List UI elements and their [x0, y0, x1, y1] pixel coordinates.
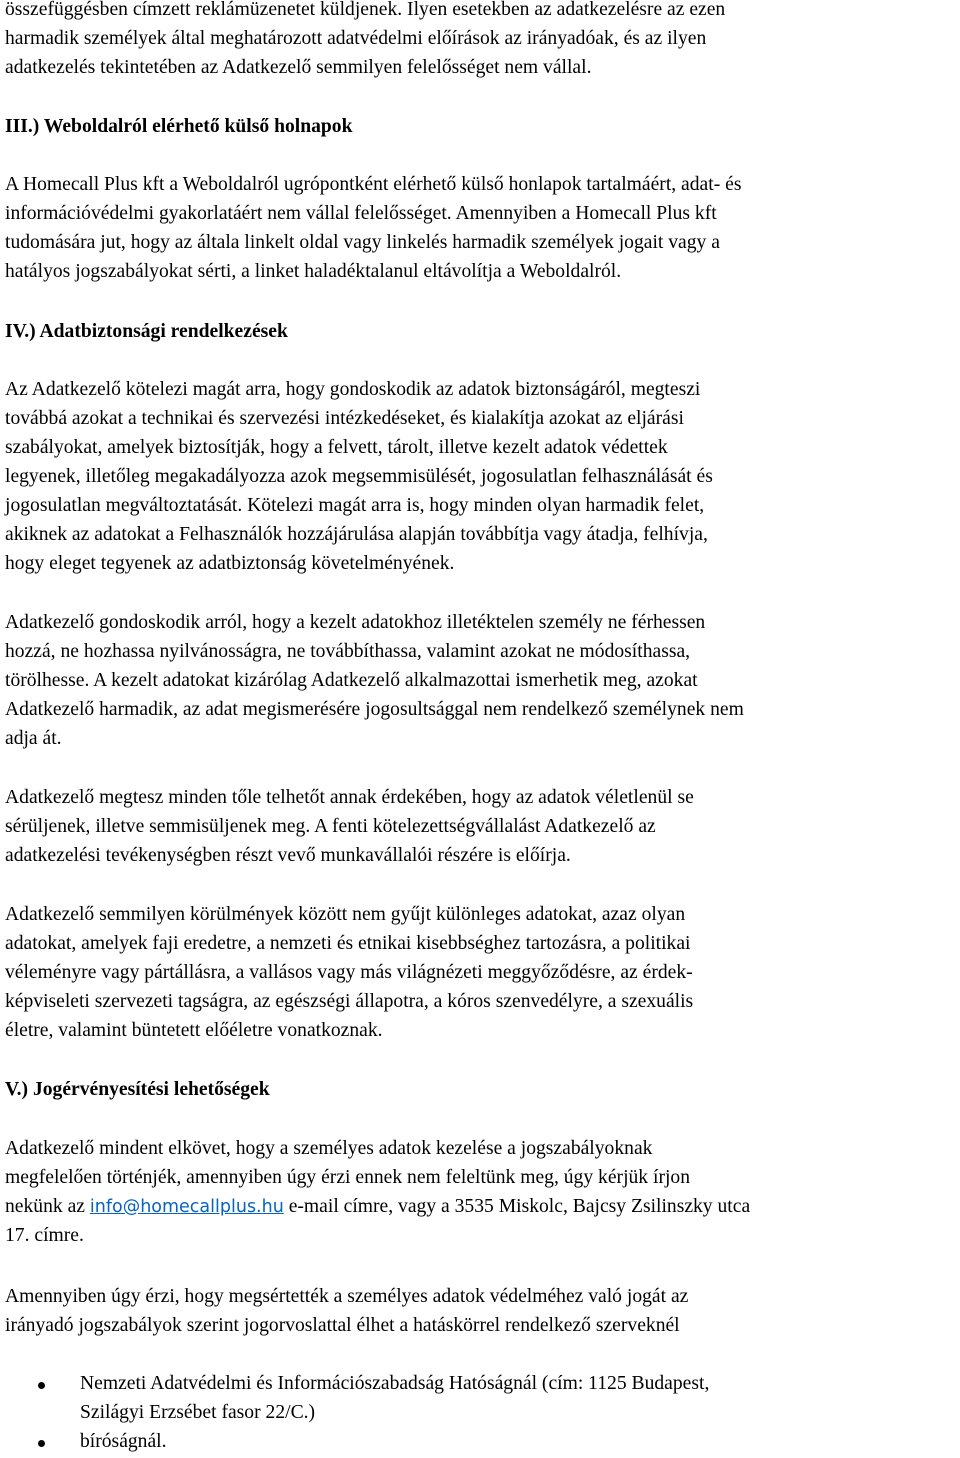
s4p1-line-3: szabályokat, amelyek biztosítják, hogy a felvett, tárolt, illetve kezelt adatok védettek: [5, 437, 668, 458]
s4p1-line-6: akiknek az adatokat a Felhasználók hozzájárulása alapján továbbítja vagy átadja, felhívja,: [5, 524, 708, 545]
s5p1-line-4: 17. címre.: [5, 1225, 84, 1246]
s4p3-line-2: sérüljenek, illetve semmisüljenek meg. A fenti kötelezettségvállalást Adatkezelő az: [5, 816, 656, 837]
list-item-1-line-2: Szilágyi Erzsébet fasor 22/C.): [80, 1402, 316, 1423]
section-3-line-2: információvédelmi gyakorlatáért nem vállal felelősséget. Amennyiben a Homecall Plus kft: [5, 203, 717, 224]
s4p4-line-2: adatokat, amelyek faji eredetre, a nemzeti és etnikai kisebbséghez tartozásra, a politikai: [5, 933, 691, 954]
s5p1-line-3: [5, 1195, 750, 1219]
bullet-icon: [38, 1382, 45, 1389]
s4p2-line-2: hozzá, ne hozhassa nyilvánosságra, ne továbbíthassa, valamint azokat ne módosíthassa,: [5, 641, 691, 662]
s5p1-line-2: megfelelően történjék, amennyiben úgy érzi ennek nem feleltünk meg, úgy kérjük írjon: [5, 1167, 691, 1188]
section-3-line-4: hatályos jogszabályokat sérti, a linket haladéktalanul eltávolítja a Weboldalról.: [5, 261, 622, 282]
list-item-1-line-1: Nemzeti Adatvédelmi és Információszabadság Hatóságnál (cím: 1125 Budapest,: [80, 1373, 710, 1394]
bullet-icon: [38, 1440, 45, 1447]
s5p1-line-1: Adatkezelő mindent elkövet, hogy a személyes adatok kezelése a jogszabályoknak: [5, 1138, 653, 1159]
intro-line-2: harmadik személyek által meghatározott adatvédelmi előírások az irányadóak, és az ilyen: [5, 28, 707, 49]
s4p3-line-3: adatkezelési tevékenységben részt vevő munkavállalói részére is előírja.: [5, 845, 571, 866]
section-3-line-3: tudomására jut, hogy az általa linkelt oldal vagy linkelés harmadik személyek jogait vagy a: [5, 232, 720, 253]
intro-line-3: adatkezelés tekintetében az Adatkezelő semmilyen felelősséget nem vállal.: [5, 57, 592, 78]
section-5-heading: V.) Jogérvényesítési lehetőségek: [5, 1079, 270, 1100]
s4p2-line-4: Adatkezelő harmadik, az adat megismerésére jogosultsággal nem rendelkező személynek nem: [5, 699, 744, 720]
section-3-heading: III.) Weboldalról elérhető külső holnapok: [5, 116, 353, 137]
s4p4-line-5: életre, valamint büntetett előéletre vonatkoznak.: [5, 1020, 383, 1041]
list-item-2: bíróságnál.: [80, 1431, 167, 1452]
s5p1-line-3-start: nekünk az: [5, 1196, 90, 1217]
section-3-line-1: A Homecall Plus kft a Weboldalról ugrópontként elérhető külső honlapok tartalmáért, adat- és: [5, 174, 742, 195]
section-4-heading: IV.) Adatbiztonsági rendelkezések: [5, 321, 288, 342]
email-link[interactable]: info@homecallplus.hu: [89, 1197, 284, 1217]
s4p2-line-3: törölhesse. A kezelt adatokat kizárólag Adatkezelő alkalmazottai ismerhetik meg, azokat: [5, 670, 698, 691]
s4p1-line-2: továbbá azokat a technikai és szervezési intézkedéseket, és kialakítja azokat az eljárási: [5, 408, 684, 429]
s5p1-line-3-end: e-mail címre, vagy a 3535 Miskolc, Bajcsy Zsilinszky utca: [283, 1196, 751, 1217]
s4p3-line-1: Adatkezelő megtesz minden tőle telhetőt annak érdekében, hogy az adatok véletlenül se: [5, 787, 694, 808]
intro-line-1: összefüggésben címzett reklámüzenetet küldjenek. Ilyen esetekben az adatkezelésre az ezen: [5, 0, 726, 20]
s4p4-line-3: véleményre vagy pártállásra, a vallásos vagy más világnézeti meggyőződésre, az érdek-: [5, 962, 693, 983]
s4p1-line-5: jogosulatlan megváltoztatását. Kötelezi magát arra is, hogy minden olyan harmadik felet,: [5, 495, 705, 516]
s4p2-line-1: Adatkezelő gondoskodik arról, hogy a kezelt adatokhoz illetéktelen személy ne férhessen: [5, 612, 706, 633]
s5p2-line-1: Amennyiben úgy érzi, hogy megsértették a személyes adatok védelméhez való jogát az: [5, 1286, 689, 1307]
s4p1-line-1: Az Adatkezelő kötelezi magát arra, hogy gondoskodik az adatok biztonságáról, megteszi: [5, 379, 701, 400]
s4p1-line-4: legyenek, illetőleg megakadályozza azok megsemmisülését, jogosulatlan felhasználását és: [5, 466, 713, 487]
s4p4-line-4: képviseleti szervezeti tagságra, az egészségi állapotra, a kóros szenvedélyre, a szexuális: [5, 991, 694, 1012]
s4p2-line-5: adja át.: [5, 728, 62, 749]
s4p4-line-1: Adatkezelő semmilyen körülmények között nem gyűjt különleges adatokat, azaz olyan: [5, 904, 686, 925]
s5p2-line-2: irányadó jogszabályok szerint jogorvoslattal élhet a hatáskörrel rendelkező szerveknél: [5, 1315, 680, 1336]
s4p1-line-7: hogy eleget tegyenek az adatbiztonság követelményének.: [5, 553, 455, 574]
